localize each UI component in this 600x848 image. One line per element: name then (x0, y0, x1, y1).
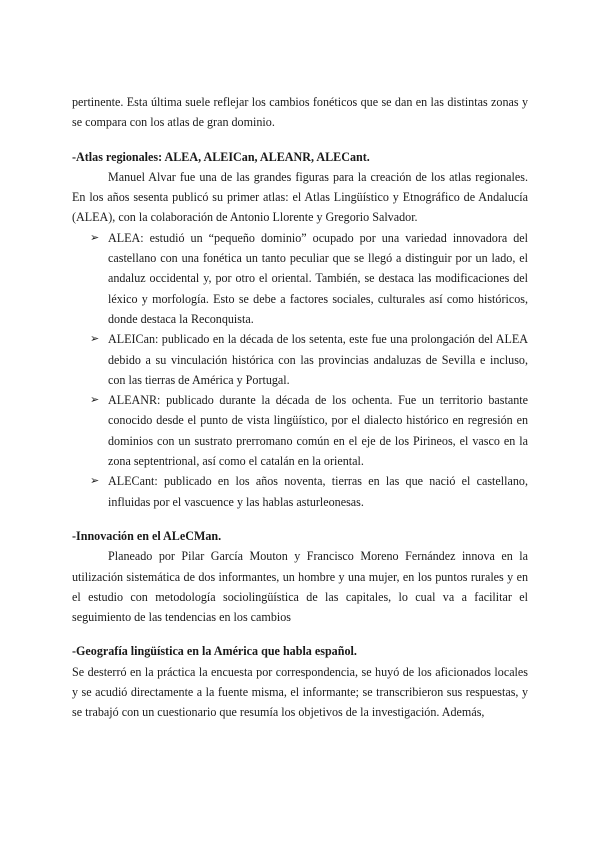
section-regional-atlases (72, 147, 528, 512)
section-paragraph-innovation: Planeado por Pilar García Mouton y Francisco Moreno Fernández innova en la utilización sistemática de dos informantes, un hombre y una mujer, en los puntos rurales y en el estudio con metodología sociolingüística de las capitales, lo cual va a facilitar el seguimiento de las tendencias en los cambios (72, 549, 528, 625)
section-innovation (72, 526, 528, 627)
section-heading-innovation: -Innovación en el ALeCMan. (72, 528, 222, 543)
arrow-bullet-icon: ➢ (90, 332, 100, 346)
bullet-text: ALEA: estudió un “pequeño dominio” ocupado por una variedad innovadora del castellano con una fonética un tanto peculiar que se llegó a distinguir por un lado, el andaluz occidental y, por otro el oriental. También, se destaca las modificaciones del léxico y morfología. Esto se debe a factores sociales, culturales así como históricos, donde destaca la Reconquista. (108, 230, 528, 326)
bullet-item-alecant (72, 471, 528, 512)
section-heading-regional: -Atlas regionales: ALEA, ALEICan, ALEANR, ALECant. (72, 149, 370, 164)
bullet-text: ALEANR: publicado durante la década de los ochenta. Fue un territorio bastante conocido desde el punto de vista lingüístico, por el dialecto histórico en regresión en dominios con un sustrato prerromano común en el eje de los Pirineos, el vasco en la zona septentrional, así como el catalán en la oriental. (108, 393, 528, 469)
section-paragraph-america: Se desterró en la práctica la encuesta por correspondencia, se huyó de los aficionados locales y se acudió directamente a la fuente misma, el informante; se transcribieron sus respuestas, y se trabajó con un cuestionario que resumía los objetivos de la investigación. Además, (72, 664, 528, 720)
section-heading-america: -Geografía lingüística en la América que habla español. (72, 644, 357, 659)
arrow-bullet-icon: ➢ (90, 393, 100, 407)
arrow-bullet-icon: ➢ (90, 474, 100, 488)
section-paragraph-regional: Manuel Alvar fue una de las grandes figuras para la creación de los atlas regionales. En los años sesenta publicó su primer atlas: el Atlas Lingüístico y Etnográfico de Andalucía (ALEA), con la colaboración de Antonio Llorente y Gregorio Salvador. (72, 169, 528, 225)
bullet-text: ALEICan: publicado en la década de los setenta, este fue una prolongación del ALEA debido a su vinculación histórica con las provincias andaluzas de Sevilla e incluso, con las tierras de América y Portugal. (108, 332, 528, 387)
bullet-item-aleican (72, 329, 528, 390)
bullet-item-aleanr (72, 390, 528, 471)
atlas-bullet-list (72, 228, 528, 512)
section-america (72, 641, 528, 722)
bullet-text: ALECant: publicado en los años noventa, tierras en las que nació el castellano, influidas por el vascuence y las hablas asturleonesas. (108, 474, 528, 509)
intro-paragraph: pertinente. Esta última suele reflejar los cambios fonéticos que se dan en las distintas zonas y se compara con los atlas de gran dominio. (72, 95, 528, 130)
arrow-bullet-icon: ➢ (90, 230, 100, 244)
document-body (72, 92, 528, 723)
bullet-item-alea (72, 228, 528, 329)
